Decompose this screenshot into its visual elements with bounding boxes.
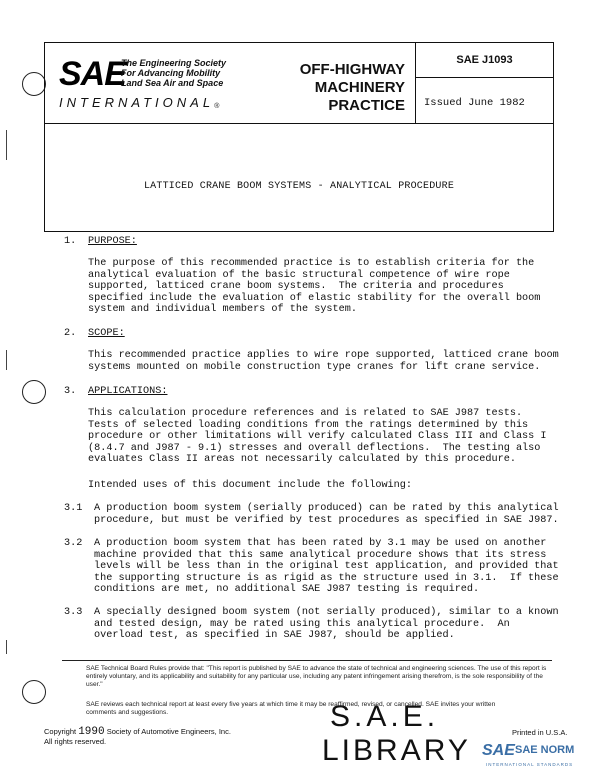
subsection-text: A specially designed boom system (not serially produced), similar to a known and tested design, may be rated using this analytical procedure. An overload test, as specified in SAE J987, should be applied.	[94, 607, 559, 642]
section-text-scope: This recommended practice applies to wire rope supported, latticed crane boom systems mounted on mobile construction type cranes for lift crane service.	[88, 350, 559, 373]
binder-hole-top	[22, 72, 46, 96]
registered-mark: ®	[214, 103, 220, 110]
practice-title	[265, 43, 416, 123]
sae-norm-subtitle: INTERNATIONAL STANDARDS	[486, 762, 574, 767]
document-number: SAE J1093	[416, 43, 553, 78]
subsection-text: A production boom system (serially produced) can be rated by this analytical procedure, but must be verified by test procedures as specified in SAE J987.	[94, 503, 559, 526]
international-text: INTERNATIONAL	[59, 95, 215, 110]
international-label	[59, 95, 219, 110]
section-heading-applications: APPLICATIONS:	[88, 386, 168, 397]
section-number: 3.	[64, 386, 77, 397]
subsection-text: A production boom system that has been rated by 3.1 may be used on another machine provided that this same analytical procedure shows that its stress levels will be less than in the original test application, and provided that the supporting structure is as rigid as the structure used in 3.1. If these conditions are met, no additional SAE J987 testing is required.	[94, 538, 559, 596]
sae-logo-mark: SAE	[59, 55, 126, 93]
copyright-notice	[44, 727, 231, 746]
copyright-line	[44, 727, 231, 737]
printed-in: Printed in U.S.A.	[512, 728, 568, 737]
practice-title-line: MACHINERY	[314, 79, 405, 96]
margin-mark	[6, 640, 7, 654]
copyright-prefix: Copyright	[44, 727, 77, 736]
sae-logo	[45, 43, 265, 123]
tagline-line: Land Sea Air and Space	[121, 78, 224, 88]
intended-uses-intro: Intended uses of this document include the following:	[88, 480, 413, 491]
section-text-purpose: The purpose of this recommended practice is to establish criteria for the analytical evaluation of the basic structural competence of wire rope supported, latticed crane boom systems. The criteria and procedures specified include the evaluation of elastic stability for the overall boom system and individual members of the system.	[88, 258, 541, 316]
copyright-holder: Society of Automotive Engineers, Inc.	[106, 727, 231, 736]
sae-norm-prefix: SAE	[482, 742, 515, 759]
subsection-number: 3.3	[64, 607, 83, 618]
subsection-number: 3.1	[64, 503, 83, 514]
board-rules-notice: SAE Technical Board Rules provide that: "This report is published by SAE to advance the state of technical and engineering sciences. The use of this report is entirely voluntary, and its applicability and suitability for any particular use, including any patent infringement arising therefrom, is the sole responsibility of the user."	[86, 665, 547, 688]
tagline-line: The Engineering Society	[121, 58, 227, 68]
section-heading-scope: SCOPE:	[88, 328, 125, 339]
header-row	[45, 43, 553, 124]
section-number: 1.	[64, 236, 77, 247]
sae-norm-watermark	[482, 742, 515, 760]
document-header	[44, 42, 554, 232]
practice-title-line: PRACTICE	[328, 97, 405, 114]
practice-title-line: OFF-HIGHWAY	[299, 61, 405, 78]
margin-mark	[6, 130, 7, 160]
library-stamp-line2: LIBRARY	[322, 734, 471, 767]
binder-hole-middle	[22, 380, 46, 404]
footer-divider	[62, 660, 552, 661]
sae-tagline	[121, 58, 271, 88]
copyright-year: 1990	[78, 726, 105, 738]
subsection-number: 3.2	[64, 538, 83, 549]
review-notice: SAE reviews each technical report at least every five years at which time it may be reaffirmed, revised, or cancelled. SAE invites your written comments and suggestions.	[86, 701, 496, 716]
section-number: 2.	[64, 328, 77, 339]
rights-reserved: All rights reserved.	[44, 737, 107, 746]
sae-norm-label: SAE NORM	[515, 744, 575, 756]
section-text-applications: This calculation procedure references and is related to SAE J987 tests. Tests of selected loading conditions from the ratings determined by this procedure or other limitations will verify calculated Class III and Class I (8.4.7 and J987 - 9.1) stresses and overall deflections. The testing also evaluates Class II areas not necessarily calculated by this procedure.	[88, 408, 547, 466]
margin-mark	[6, 350, 7, 370]
tagline-line: For Advancing Mobility	[121, 68, 221, 78]
section-heading-purpose: PURPOSE:	[88, 236, 137, 247]
document-title: LATTICED CRANE BOOM SYSTEMS - ANALYTICAL PROCEDURE	[143, 181, 455, 192]
library-stamp-line1: S.A.E.	[330, 700, 440, 733]
document-id-block	[416, 43, 553, 123]
binder-hole-bottom	[22, 680, 46, 704]
issue-date: Issued June 1982	[424, 97, 525, 109]
